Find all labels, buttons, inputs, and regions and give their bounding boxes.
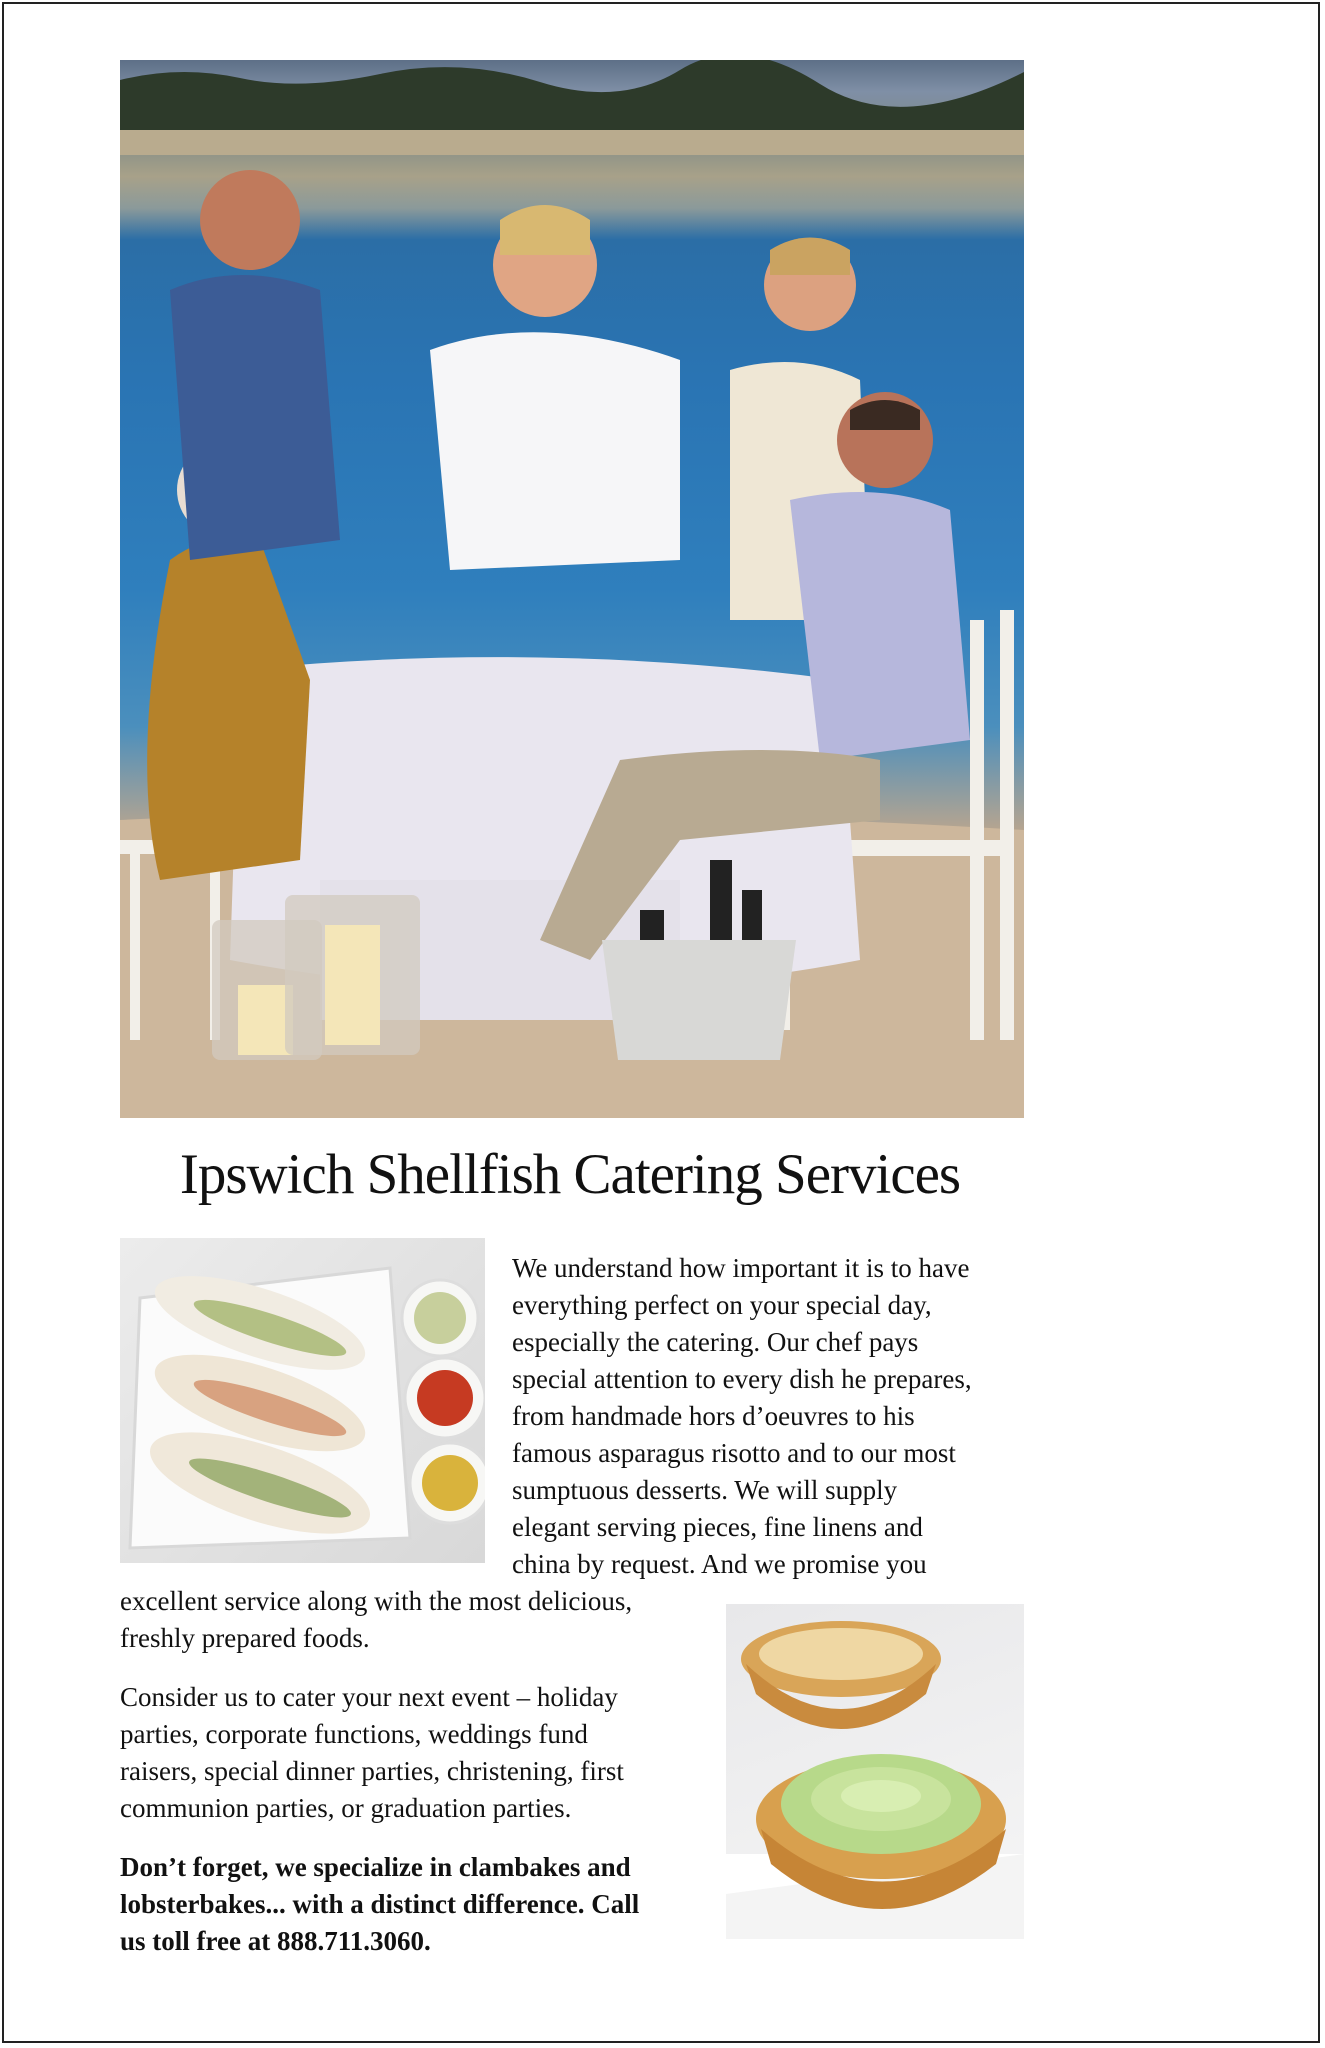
- clambake-callout: Don’t forget, we specialize in clambakes and lobsterbakes... with a distinct difference. Call us toll free at 888.711.3060.: [120, 1852, 640, 1956]
- intro-paragraph-part2: excellent service along with the most delicious, freshly prepared foods.: [120, 1586, 633, 1653]
- events-paragraph: Consider us to cater your next event – holiday parties, corporate functions, weddings fund raisers, special dinner parties, christening, first communion parties, or graduation parties.: [120, 1682, 624, 1823]
- spring-rolls-photo: [120, 1238, 485, 1563]
- intro-paragraph-part1: We understand how important it is to have everything perfect on your special day, especially the catering. Our chef pays special attention to every dish he prepares, from handmade hors d’oeuvres to his famous asparagus risotto and to our most sumptuous desserts. We will supply elegant serving pieces, fine linens and china by request. And we promise you: [512, 1253, 972, 1579]
- hero-photo: [120, 60, 1024, 1118]
- page-title: Ipswich Shellfish Catering Services: [179, 1143, 961, 1206]
- tartlets-photo: [726, 1604, 1024, 1939]
